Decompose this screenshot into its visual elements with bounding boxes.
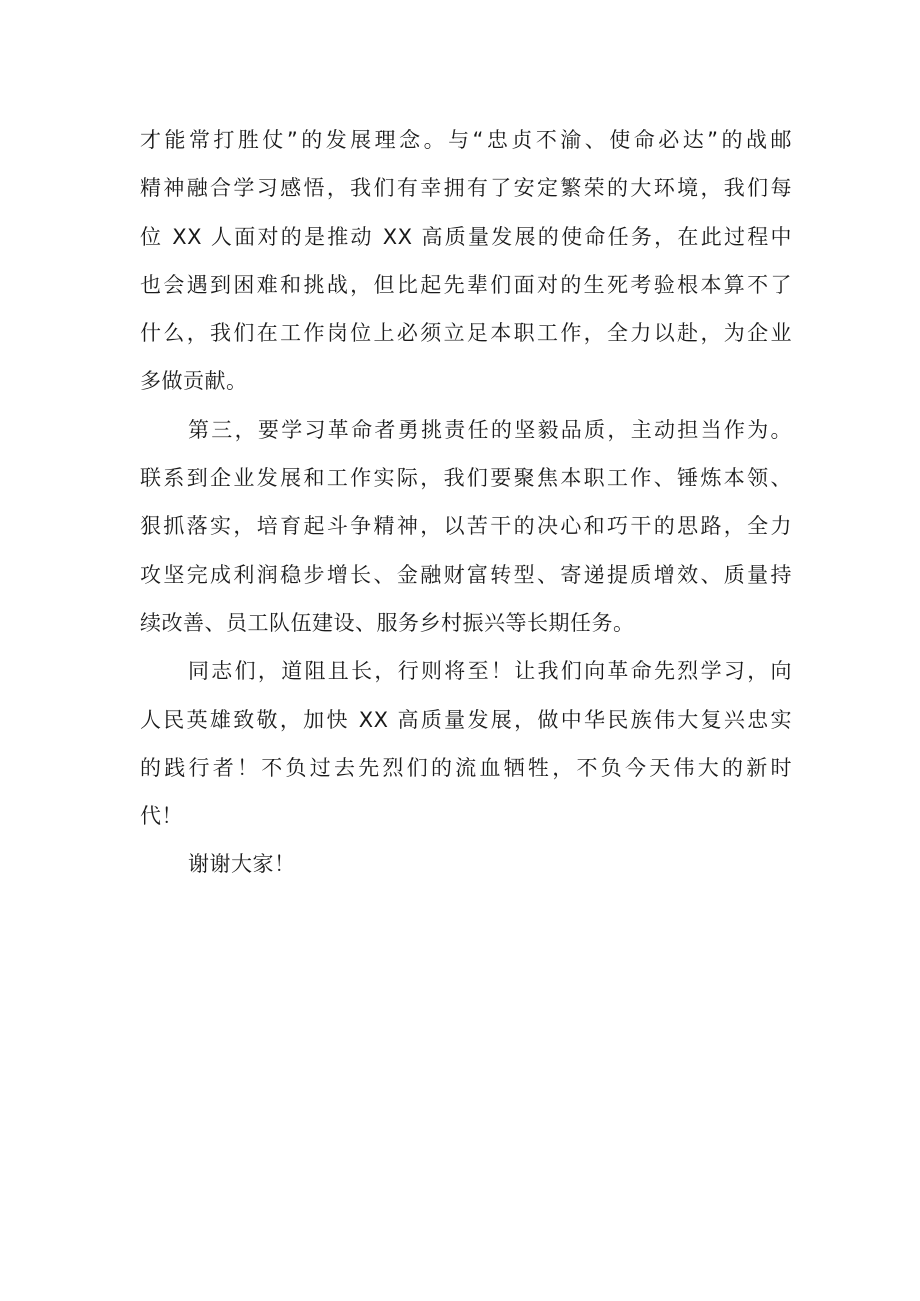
paragraph-2-line-3: 狠抓落实，培育起斗争精神，以苦干的决心和巧干的思路，全力 <box>140 514 792 539</box>
paragraph-3-line-4: 代！ <box>140 804 183 829</box>
paragraph-1-line-2: 精神融合学习感悟，我们有幸拥有了安定繁荣的大环境，我们每 <box>140 176 792 201</box>
paragraph-1-line-6: 多做贡献。 <box>140 369 248 394</box>
paragraph-3-line-1: 同志们，道阻且长，行则将至！让我们向革命先烈学习，向 <box>188 659 792 684</box>
paragraph-3-line-3: 的践行者！不负过去先烈们的流血牺牲，不负今天伟大的新时 <box>140 755 792 780</box>
paragraph-2-line-1: 第三，要学习革命者勇挑责任的坚毅品质，主动担当作为。 <box>188 417 792 442</box>
paragraph-2-line-5: 续改善、员工队伍建设、服务乡村振兴等长期任务。 <box>140 610 635 635</box>
paragraph-4-line-1: 谢谢大家！ <box>188 852 296 877</box>
paragraph-1-line-1: 才能常打胜仗”的发展理念。与“忠贞不渝、使命必达”的战邮 <box>140 128 792 152</box>
paragraph-2-line-2: 联系到企业发展和工作实际，我们要聚焦本职工作、锤炼本领、 <box>140 466 792 491</box>
paragraph-3-line-2: 人民英雄致敬，加快 XX 高质量发展，做中华民族伟大复兴忠实 <box>140 707 792 732</box>
paragraph-1-line-3: 位 XX 人面对的是推动 XX 高质量发展的使命任务，在此过程中 <box>140 224 792 249</box>
document-body <box>140 116 792 889</box>
paragraph-1-line-5: 什么，我们在工作岗位上必须立足本职工作，全力以赴，为企业 <box>140 321 792 346</box>
paragraph-1-line-4: 也会遇到困难和挑战，但比起先辈们面对的生死考验根本算不了 <box>140 272 792 297</box>
paragraph-2-line-4: 攻坚完成利润稳步增长、金融财富转型、寄递提质增效、质量持 <box>140 562 792 587</box>
